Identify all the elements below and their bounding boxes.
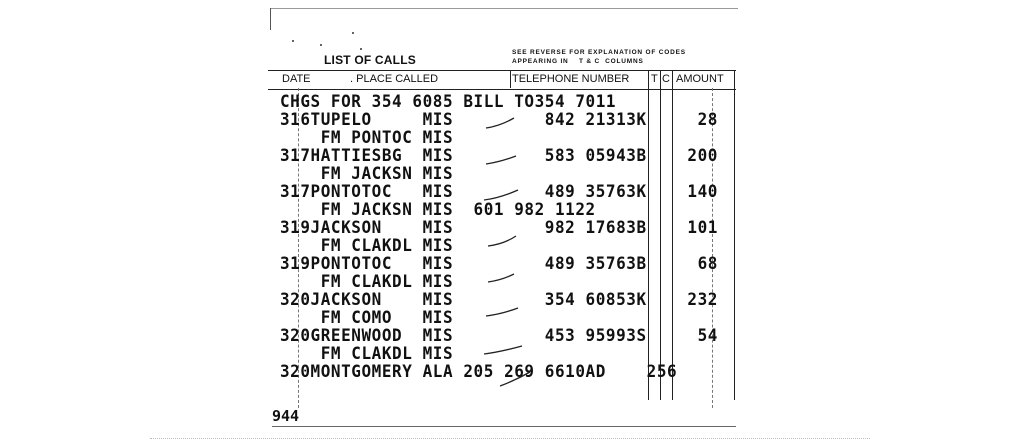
check-mark: [484, 346, 522, 354]
header-t: T: [651, 73, 658, 85]
bottom-rule: [272, 426, 736, 427]
list-item: 316TUPELO MIS 842 21313K 28: [280, 110, 718, 130]
list-item: 320MONTGOMERY ALA 205 269 6610AD 256: [280, 362, 678, 382]
check-mark: [486, 308, 518, 316]
check-mark: [488, 274, 514, 282]
list-item: 317PONTOTOC MIS 489 35763K 140: [280, 182, 718, 202]
list-item: FM CLAKDL MIS: [280, 236, 454, 256]
list-item: FM PONTOC MIS: [280, 128, 454, 148]
list-item: FM CLAKDL MIS: [280, 272, 454, 292]
list-item: 319PONTOTOC MIS 489 35763B 68: [280, 254, 718, 274]
header-amount: AMOUNT: [676, 73, 724, 85]
total-amount: 944: [272, 407, 300, 425]
list-item: FM CLAKDL MIS: [280, 344, 454, 364]
list-item: FM JACKSN MIS 601 982 1122: [280, 200, 596, 220]
check-mark: [484, 190, 518, 200]
list-item: 317HATTIESBG MIS 583 05943B 200: [280, 146, 718, 166]
page-bottom-edge: [150, 438, 870, 439]
check-mark: [488, 236, 516, 246]
list-item: FM COMO MIS: [280, 308, 454, 328]
check-mark: [486, 156, 516, 164]
phone-bill-page: [268, 4, 748, 432]
list-item: 320GREENWOOD MIS 453 95993S 54: [280, 326, 718, 346]
header-place-called: . PLACE CALLED: [350, 73, 439, 85]
handwritten-check-marks: [268, 4, 748, 432]
list-item: 319JACKSON MIS 982 17683B 101: [280, 218, 718, 238]
codes-note-line1: SEE REVERSE FOR EXPLANATION OF CODES: [512, 49, 686, 56]
list-item: CHGS FOR 354 6085 BILL TO354 7011: [280, 92, 617, 112]
list-item: FM JACKSN MIS: [280, 164, 454, 184]
list-item: 320JACKSON MIS 354 60853K 232: [280, 290, 718, 310]
check-mark: [500, 372, 530, 386]
list-title: LIST OF CALLS: [324, 53, 416, 67]
codes-note-line2: APPEARING IN T & C COLUMNS: [512, 58, 644, 65]
check-mark: [486, 118, 514, 128]
header-telephone-number: TELEPHONE NUMBER: [512, 73, 630, 85]
header-date: DATE: [282, 73, 311, 85]
header-c: C: [662, 73, 670, 85]
